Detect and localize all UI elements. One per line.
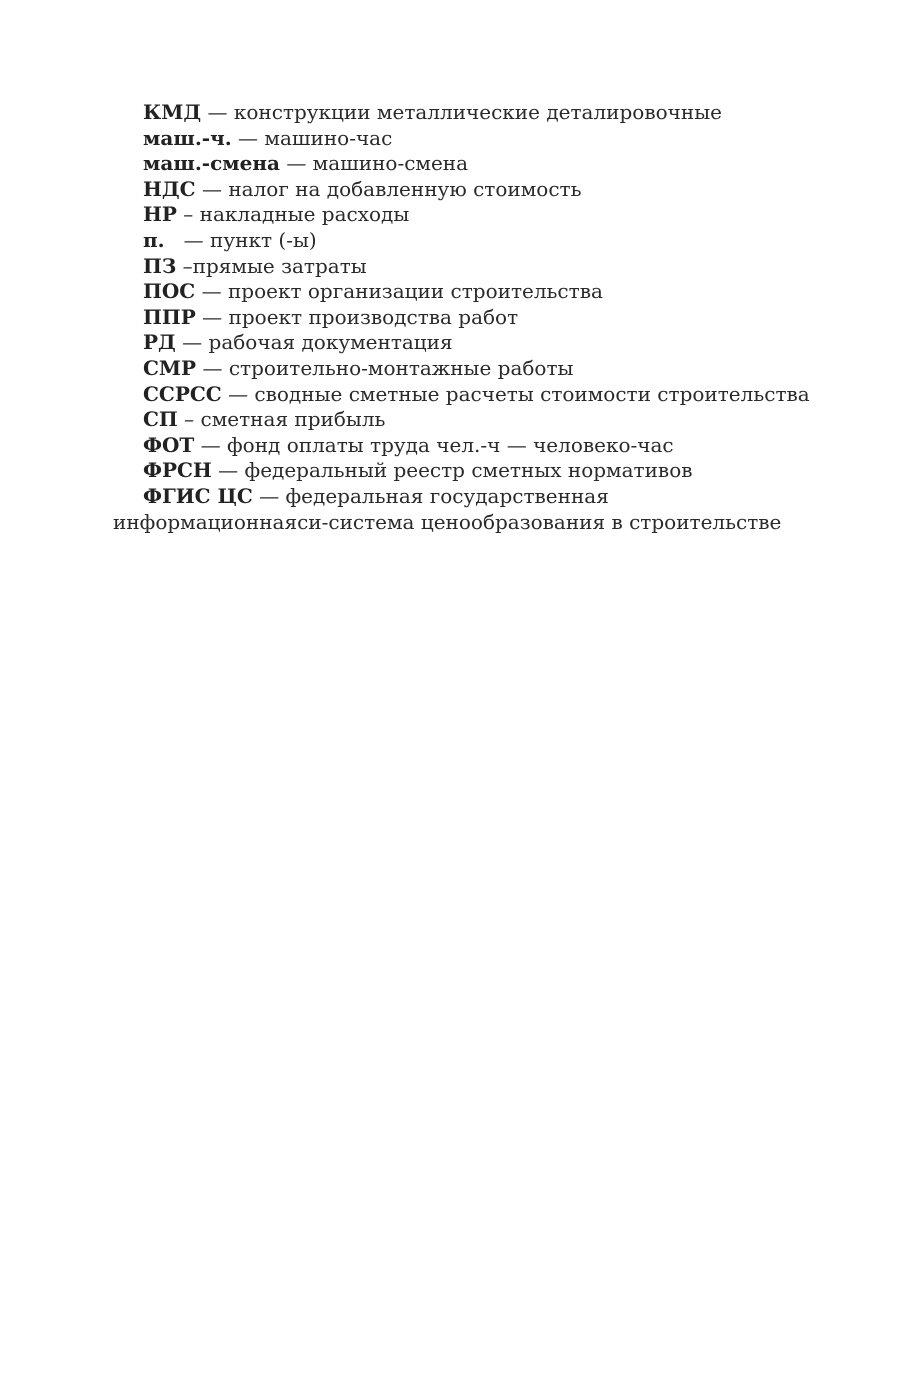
abbreviation-term: п. (143, 227, 165, 252)
abbreviation-definition: — сводные сметные расчеты стоимости строительства (221, 381, 810, 406)
abbreviation-entry (113, 177, 793, 203)
abbreviation-definition: — проект производства работ (195, 304, 519, 329)
abbreviation-entry (113, 202, 793, 228)
abbreviation-definition: – накладные расходы (176, 202, 410, 227)
abbreviation-entry (113, 433, 793, 459)
abbreviation-term: ППР (143, 304, 196, 329)
abbreviation-term: ПОС (143, 279, 196, 304)
abbreviation-definition: — фонд оплаты труда чел.-ч — человеко-час (194, 432, 674, 457)
abbreviation-term: НР (143, 202, 177, 227)
abbreviation-definition: — федеральный реестр сметных нормативов (211, 458, 693, 483)
abbreviation-definition: — машино-смена (279, 151, 469, 176)
abbreviation-term: ПЗ (143, 253, 177, 278)
abbreviation-definition: — федеральная государственная информационнаяси-система ценообразования в строительстве (113, 483, 782, 534)
abbreviation-term: КМД (143, 100, 202, 124)
abbreviation-entry (113, 100, 793, 126)
abbreviation-definition: — машино-час (231, 125, 393, 150)
abbreviation-term: ССРСС (143, 381, 222, 406)
abbreviation-entry (113, 407, 793, 433)
abbreviation-list (113, 100, 810, 535)
abbreviation-definition: — налог на добавленную стоимость (195, 176, 582, 201)
abbreviation-term: маш.-ч. (143, 125, 232, 150)
abbreviation-definition: –прямые затраты (176, 253, 367, 278)
abbreviation-entry (113, 330, 793, 356)
abbreviation-term: маш.-смена (143, 151, 280, 176)
abbreviation-term: СП (143, 407, 178, 432)
abbreviation-definition: — пункт (-ы) (164, 227, 317, 252)
abbreviation-entry (113, 305, 793, 331)
abbreviation-definition: — конструкции металлические деталировочные (201, 100, 722, 124)
abbreviation-definition: — строительно-монтажные работы (196, 355, 574, 380)
abbreviation-definition: — рабочая документация (175, 330, 453, 355)
abbreviation-entry (113, 228, 793, 254)
abbreviation-definition: — проект организации строительства (195, 279, 603, 304)
abbreviation-entry (113, 126, 793, 152)
abbreviation-entry (113, 381, 810, 408)
abbreviation-entry (113, 254, 793, 280)
abbreviation-term: СМР (143, 355, 197, 380)
abbreviation-term: ФГИС ЦС (143, 483, 253, 508)
abbreviation-term: НДС (143, 176, 196, 201)
abbreviation-term: ФОТ (143, 432, 195, 457)
abbreviation-definition: – сметная прибыль (177, 407, 386, 432)
abbreviation-entry (113, 458, 793, 484)
abbreviation-term: РД (143, 330, 176, 355)
abbreviation-term: ФРСН (143, 458, 212, 483)
abbreviation-entry (113, 279, 793, 305)
abbreviation-entry (113, 151, 793, 177)
abbreviation-entry (113, 484, 793, 535)
abbreviation-entry (113, 356, 793, 382)
